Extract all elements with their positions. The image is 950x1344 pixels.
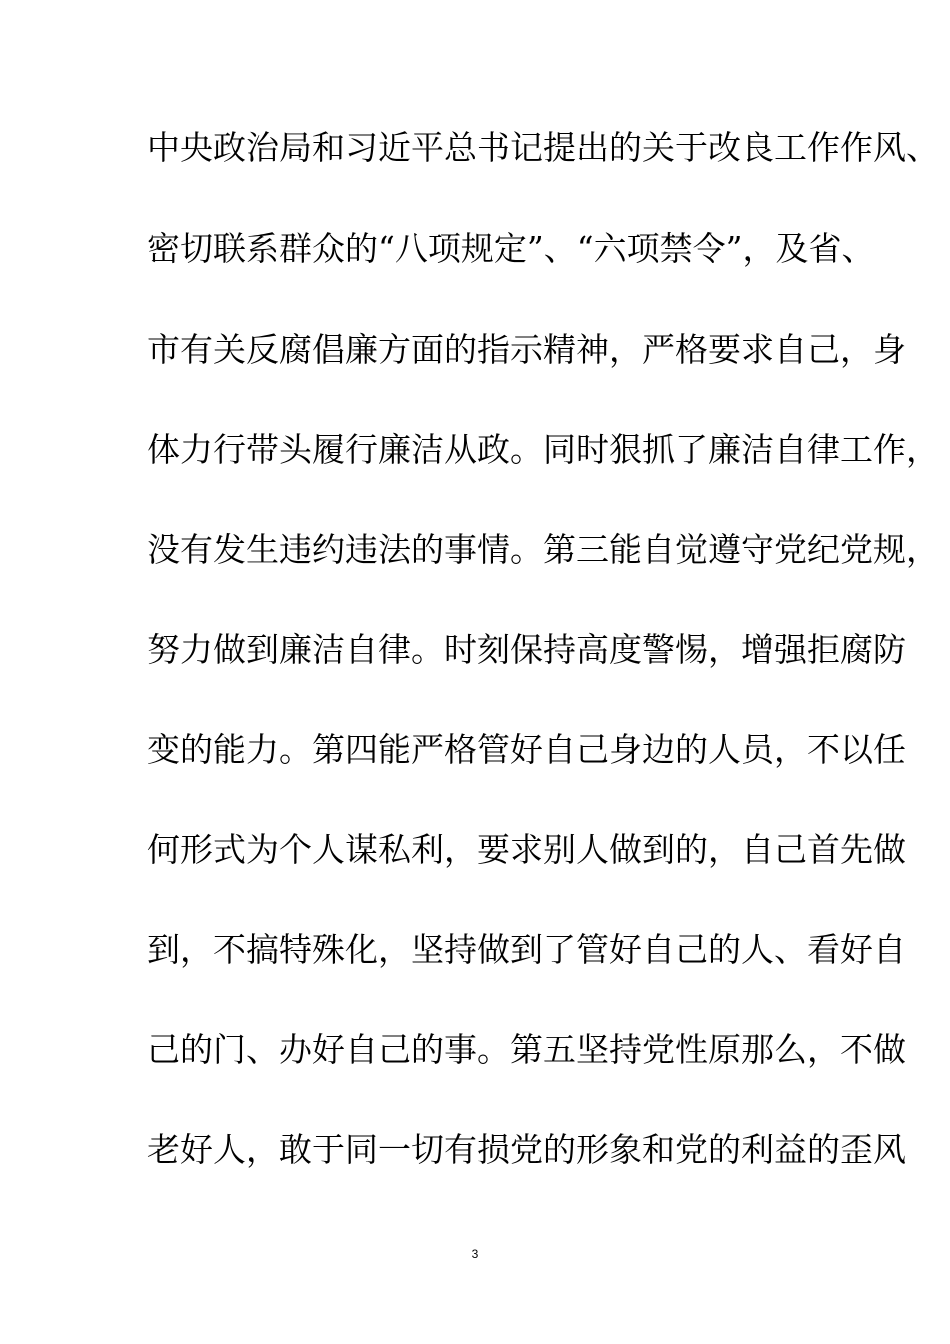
body-text-line: 到，不搞特殊化，坚持做到了管好自己的人、看好自	[147, 930, 906, 969]
body-text-line: 何形式为个人谋私利，要求别人做到的，自己首先做	[147, 830, 906, 869]
body-text-line: 变的能力。第四能严格管好自己身边的人员，不以任	[147, 730, 906, 769]
body-text-line: 中央政治局和习近平总书记提出的关于改良工作作风、	[147, 128, 939, 167]
body-text-line: 市有关反腐倡廉方面的指示精神，严格要求自己，身	[147, 330, 906, 369]
body-text-line: 体力行带头履行廉洁从政。同时狠抓了廉洁自律工作，	[147, 430, 939, 469]
body-text-line: 努力做到廉洁自律。时刻保持高度警惕，增强拒腐防	[147, 630, 906, 669]
page-number: 3	[471, 1247, 479, 1261]
body-text-line: 密切联系群众的“八项规定”、“六项禁令”，及省、	[147, 229, 875, 268]
body-text-line: 没有发生违约违法的事情。第三能自觉遵守党纪党规，	[147, 530, 939, 569]
body-text-line: 老好人，敢于同一切有损党的形象和党的利益的歪风	[147, 1130, 906, 1169]
body-text-line: 己的门、办好自己的事。第五坚持党性原那么，不做	[147, 1030, 906, 1069]
